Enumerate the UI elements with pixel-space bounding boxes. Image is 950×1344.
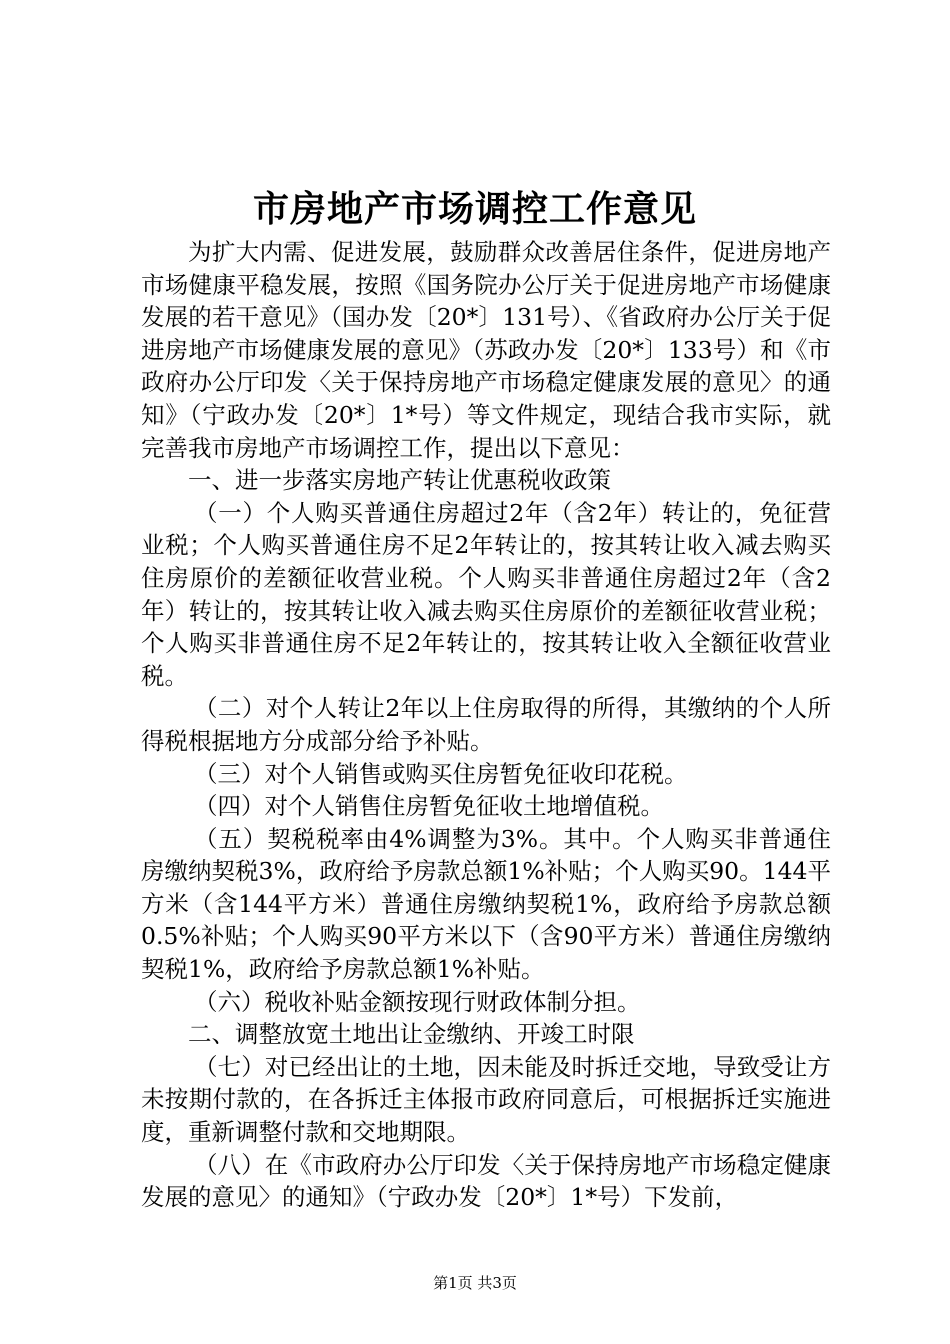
section-heading-1: 一、进一步落实房地产转让优惠税收政策 xyxy=(188,466,611,495)
document-body xyxy=(141,236,831,1214)
clause-paragraph-6: （六）税收补贴金额按现行财政体制分担。 xyxy=(194,987,641,1016)
clause-paragraph-5: （五）契税税率由4%调整为3%。其中。个人购买非普通住房缴纳契税3%，政府给予房款总额1%补贴；个人购买90。144平方米（含144平方米）普通住房缴纳契税1%，政府给予房款总额0.5%补贴；个人购买90平方米以下（含90平方米）普通住房缴纳契税1%，政府给予房款总额1%补贴。 xyxy=(141,824,831,984)
section-heading-2: 二、调整放宽土地出让金缴纳、开竣工时限 xyxy=(188,1020,635,1049)
clause-paragraph-4: （四）对个人销售住房暂免征收土地增值税。 xyxy=(194,792,664,821)
page-footer: 第1页 共3页 xyxy=(433,1274,517,1292)
intro-paragraph: 为扩大内需、促进发展，鼓励群众改善居住条件，促进房地产市场健康平稳发展，按照《国务院办公厅关于促进房地产市场健康发展的若干意见》（国办发〔20*〕131号）、《省政府办公厅关于促进房地产市场健康发展的意见》（苏政办发〔20*〕133号）和《市政府办公厅印发〈关于保持房地产市场稳定健康发展的意见〉的通知》（宁政办发〔20*〕1*号）等文件规定，现结合我市实际，就完善我市房地产市场调控工作，提出以下意见： xyxy=(141,238,831,462)
clause-paragraph-1: （一）个人购买普通住房超过2年（含2年）转让的，免征营业税；个人购买普通住房不足2年转让的，按其转让收入减去购买住房原价的差额征收营业税。个人购买非普通住房超过2年（含2年）转让的，按其转让收入减去购买住房原价的差额征收营业税；个人购买非普通住房不足2年转让的，按其转让收入全额征收营业税。 xyxy=(141,498,831,690)
clause-paragraph-7: （七）对已经出让的土地，因未能及时拆迁交地，导致受让方未按期付款的，在各拆迁主体报市政府同意后，可根据拆迁实施进度，重新调整付款和交地期限。 xyxy=(141,1052,831,1147)
clause-paragraph-3: （三）对个人销售或购买住房暂免征收印花税。 xyxy=(194,759,688,788)
clause-paragraph-2: （二）对个人转让2年以上住房取得的所得，其缴纳的个人所得税根据地方分成部分给予补贴。 xyxy=(141,694,831,755)
clause-paragraph-8: （八）在《市政府办公厅印发〈关于保持房地产市场稳定健康发展的意见〉的通知》（宁政办发〔20*〕1*号）下发前， xyxy=(141,1150,831,1212)
document-title: 市房地产市场调控工作意见 xyxy=(252,188,697,230)
